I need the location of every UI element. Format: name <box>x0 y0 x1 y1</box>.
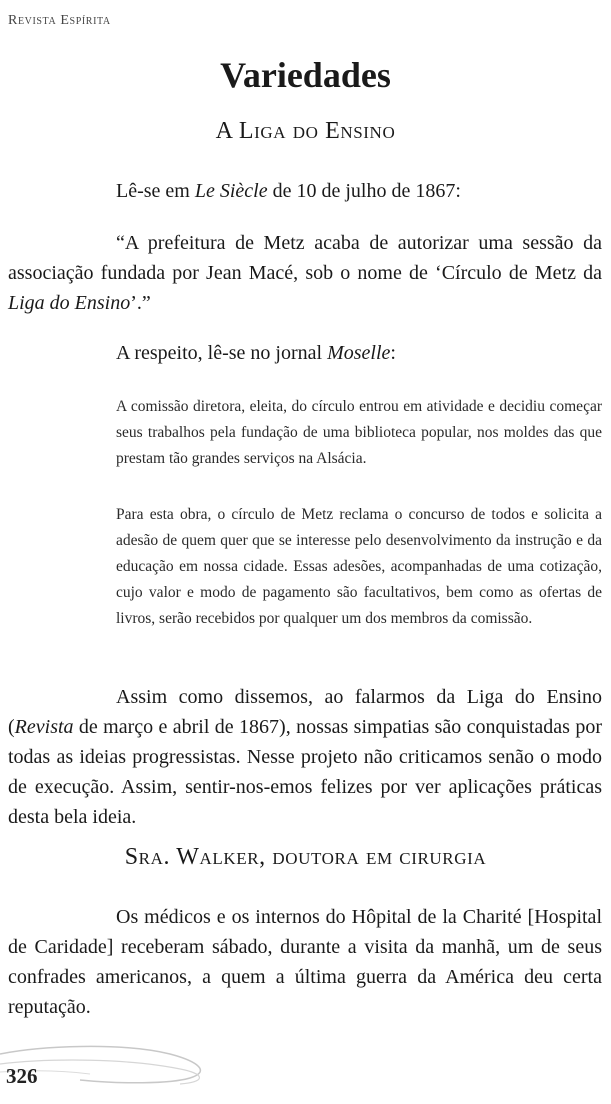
page-number: 326 <box>6 1064 38 1088</box>
intro-paragraph <box>8 176 602 206</box>
section-heading-sra-walker: Sra. Walker, doutora em cirurgia <box>124 844 487 870</box>
block-quote-1: A comissão diretora, eleita, do círculo entrou em atividade e decidiu começar seus trabalhos pela fundação de uma biblioteca popular, nos moldes das que prestam tão grandes serviços na Alsácia. <box>116 398 602 467</box>
walker-paragraph: Os médicos e os internos do Hôpital de la Charité [Hospital de Caridade] receberam sábado, durante a visita da manhã, um de seus confrades americanos, a quem a última guerra da América deu certa reputação. <box>8 906 602 1018</box>
closing-text-end: de março e abril de 1867), nossas simpatias são conquistadas por todas as ideias progressistas. Nesse projeto não criticamos senão o modo de execução. Assim, sentir-nos-emos felizes por ver aplicações práticas desta bela ideia. <box>8 716 602 828</box>
liga-do-ensino-emphasis: Liga do Ensino <box>8 292 131 314</box>
revista-emphasis: Revista <box>14 716 74 738</box>
quote-text-start: “A prefeitura de Metz acaba de autorizar uma sessão da associação fundada por Jean Macé, sob o nome de ‘Círculo de Metz da <box>8 232 602 284</box>
closing-text-start: Assim como dissemos, ao falarmos da Liga do Ensino ( <box>8 686 602 738</box>
intro-text-end: de 10 de julho de 1867: <box>267 180 461 202</box>
source-le-siecle: Le Siècle <box>194 180 268 202</box>
page-title: Variedades <box>220 55 391 95</box>
respeito-paragraph <box>8 338 602 368</box>
running-header: Revista Espírita <box>8 13 111 28</box>
closing-paragraph <box>8 682 602 832</box>
quote-text-end: ’.” <box>130 292 151 314</box>
quote-paragraph <box>8 228 602 318</box>
respeito-text-end: : <box>390 342 396 364</box>
intro-text-start: Lê-se em <box>116 180 195 202</box>
section-heading-liga-do-ensino: A Liga do Ensino <box>215 118 396 144</box>
respeito-text-start: A respeito, lê-se no jornal <box>116 342 328 364</box>
block-quote-2: Para esta obra, o círculo de Metz reclama o concurso de todos e solicita a adesão de quem quer que se interesse pelo desenvolvimento da instrução e da educação em nossa cidade. Essas adesões, acompanhadas de uma cotização, cujo valor e modo de pagamento são facultativos, bem como as ofertas de livros, serão recebidos por qualquer um dos membros da comissão. <box>116 506 602 627</box>
source-moselle: Moselle <box>327 342 391 364</box>
